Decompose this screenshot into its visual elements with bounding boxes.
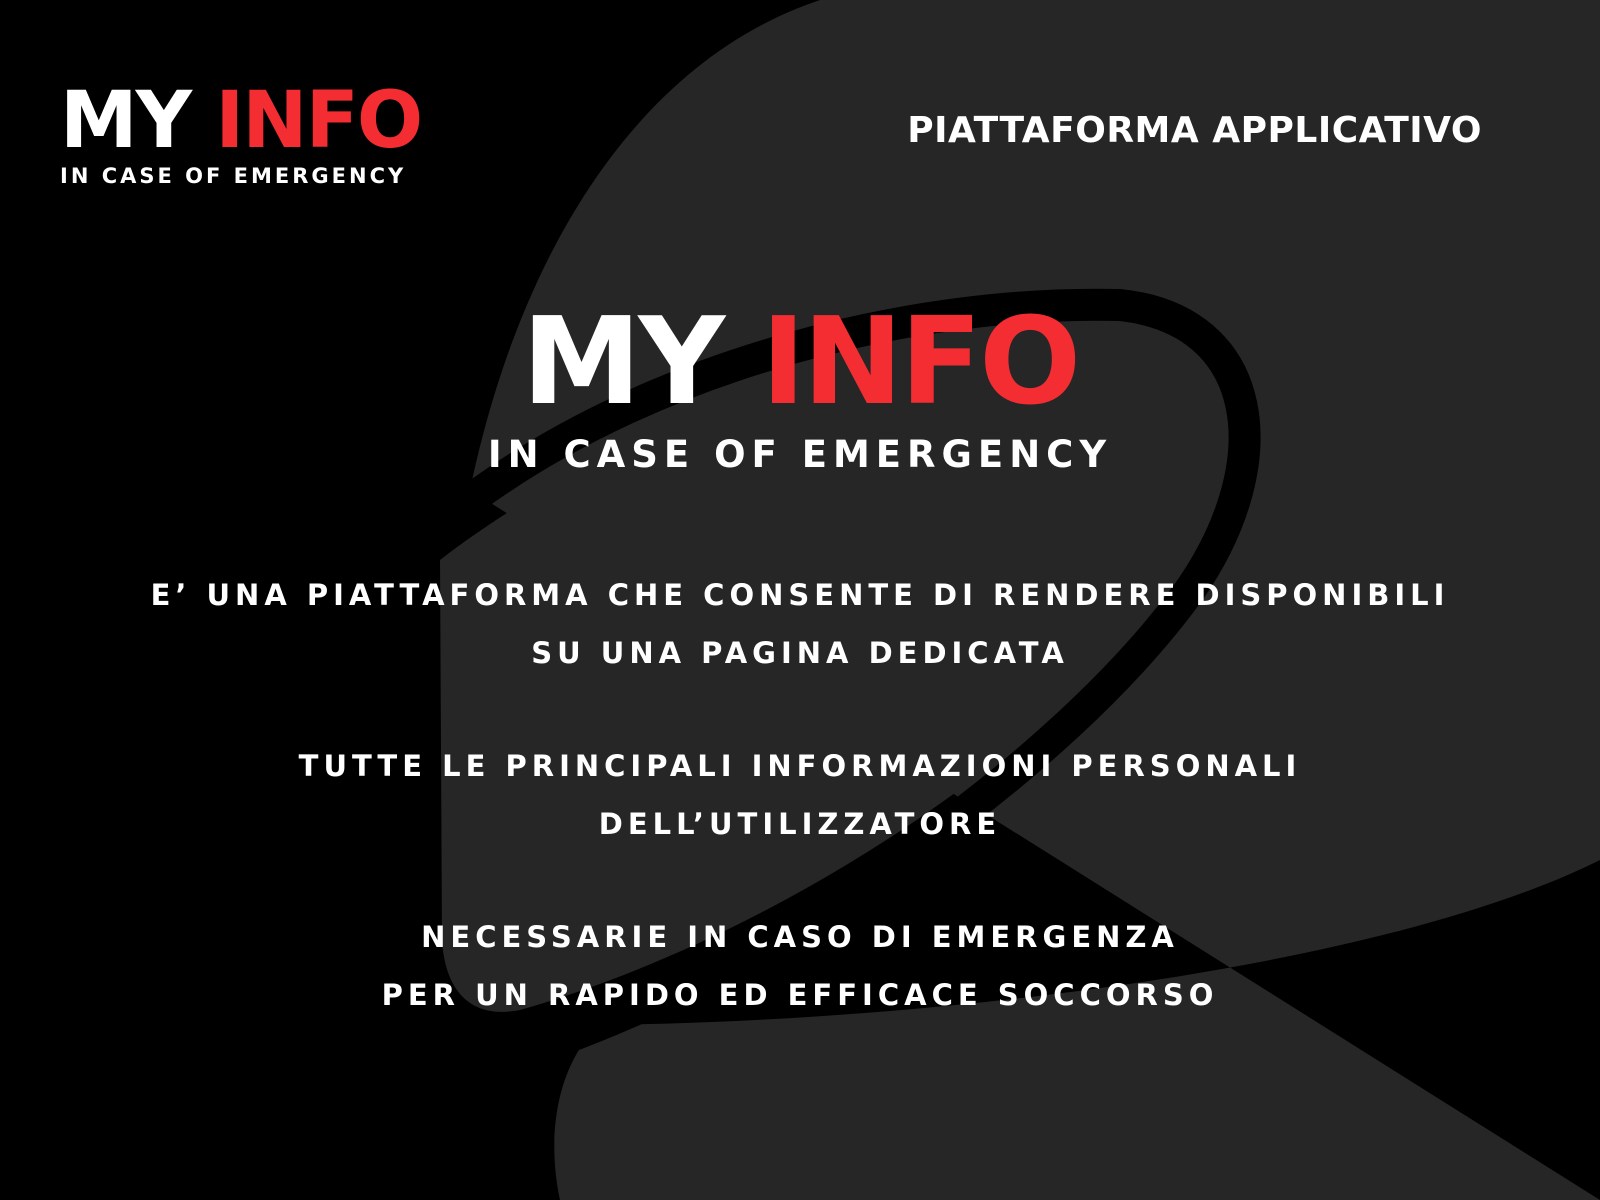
paragraph-platform — [40, 566, 1560, 682]
paragraph-line: DELL’UTILIZZATORE — [598, 807, 1002, 841]
paragraph-line: PER UN RAPIDO ED EFFICACE SOCCORSO — [381, 978, 1219, 1012]
paragraph-line: NECESSARIE IN CASO DI EMERGENZA — [421, 920, 1179, 954]
header-label: PIATTAFORMA APPLICATIVO — [907, 110, 1482, 151]
paragraph-line: SU UNA PAGINA DEDICATA — [531, 636, 1069, 670]
hero-subtitle: IN CASE OF EMERGENCY — [487, 433, 1113, 476]
hero-title — [0, 293, 1600, 432]
logo — [60, 76, 440, 188]
hero-word-info: INFO — [761, 293, 1079, 432]
logo-word-my: MY — [60, 76, 191, 166]
hero — [0, 293, 1600, 476]
paragraph-line: TUTTE LE PRINCIPALI INFORMAZIONI PERSONALI — [298, 749, 1302, 783]
paragraph-personal-info — [40, 737, 1560, 853]
logo-tagline: IN CASE OF EMERGENCY — [60, 164, 407, 188]
logo-title — [60, 76, 440, 166]
hero-word-my: MY — [521, 293, 723, 432]
paragraph-emergency — [40, 908, 1560, 1024]
logo-word-info: INFO — [215, 76, 422, 166]
paragraph-line: E’ UNA PIATTAFORMA CHE CONSENTE DI RENDERE DISPONIBILI — [150, 578, 1450, 612]
